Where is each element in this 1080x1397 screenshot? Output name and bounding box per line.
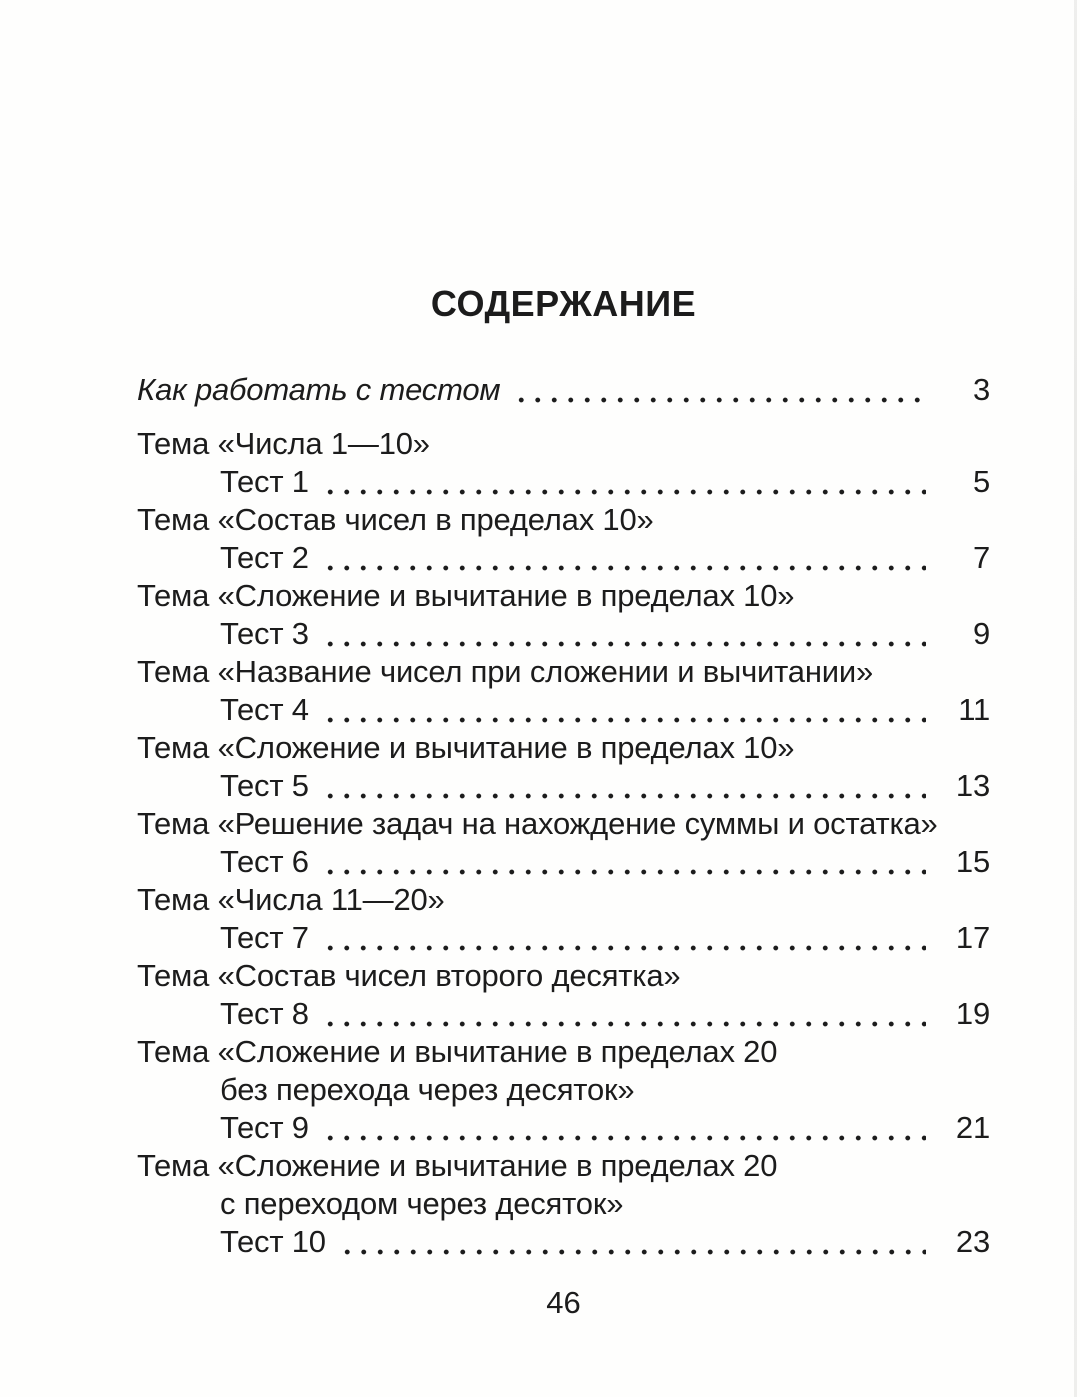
toc-entry-label: Тема «Сложение и вычитание в пределах 20 (137, 1148, 778, 1183)
dot-leader (322, 1109, 926, 1147)
toc-entry-label: Тест 4 (220, 692, 309, 727)
toc-entry-label: Тест 7 (220, 920, 309, 955)
toc-entry-label: Тест 9 (220, 1110, 309, 1145)
dot-leader (322, 691, 926, 729)
toc-page-number: 21 (955, 1110, 990, 1145)
toc-entry-label: Тема «Числа 1—10» (137, 426, 430, 461)
toc-entry-label: Тест 10 (220, 1224, 326, 1259)
toc-entry-label: Тема «Состав чисел в пределах 10» (137, 502, 654, 537)
page-edge-shadow (1074, 0, 1077, 1397)
toc-entry-theme (137, 957, 990, 995)
dot-leader (322, 843, 926, 881)
toc-entry-label: с переходом через десяток» (220, 1186, 624, 1221)
toc-page-number: 7 (972, 540, 990, 575)
toc-content (137, 283, 990, 1322)
toc-entry-test (137, 539, 990, 577)
toc (137, 371, 990, 1261)
toc-entry-label: Тема «Числа 11—20» (137, 882, 445, 917)
toc-entry-intro (137, 371, 990, 409)
toc-entry-label: Тест 3 (220, 616, 309, 651)
toc-page-number: 13 (955, 768, 990, 803)
toc-page-number: 11 (958, 692, 990, 727)
toc-page-number: 3 (972, 372, 990, 407)
toc-entry-theme (137, 577, 990, 615)
toc-entry-test (137, 843, 990, 881)
dot-leader (339, 1223, 926, 1261)
toc-entry-theme (137, 425, 990, 463)
toc-entry-theme (137, 881, 990, 919)
toc-entry-test (137, 1109, 990, 1147)
toc-entry-test (137, 919, 990, 957)
toc-entry-theme (137, 1071, 990, 1109)
toc-page-number: 19 (955, 996, 990, 1031)
toc-entry-theme (137, 729, 990, 767)
toc-entry-label: Тема «Состав чисел второго десятка» (137, 958, 681, 993)
dot-leader (322, 539, 926, 577)
toc-entry-test (137, 615, 990, 653)
dot-leader (322, 919, 926, 957)
toc-entry-theme (137, 1033, 990, 1071)
dot-leader (322, 615, 926, 653)
page-title: СОДЕРЖАНИЕ (430, 283, 697, 324)
toc-entry-test (137, 1223, 990, 1261)
toc-entry-theme (137, 653, 990, 691)
toc-entry-test (137, 767, 990, 805)
toc-entry-label: Тема «Сложение и вычитание в пределах 20 (137, 1034, 778, 1069)
toc-entry-label: Тест 2 (220, 540, 309, 575)
toc-entry-label: Тема «Сложение и вычитание в пределах 10» (137, 578, 795, 613)
toc-entry-label: Тест 1 (220, 464, 309, 499)
toc-entry-label: Тест 5 (220, 768, 309, 803)
toc-page-number: 23 (955, 1224, 990, 1259)
toc-page-number: 17 (955, 920, 990, 955)
toc-entry-theme (137, 1147, 990, 1185)
toc-entry-label: Тема «Название чисел при сложении и вычитании» (137, 654, 874, 689)
toc-entry-label: Тест 8 (220, 996, 309, 1031)
dot-leader (322, 767, 926, 805)
toc-entry-label: Тема «Сложение и вычитание в пределах 10» (137, 730, 795, 765)
toc-entry-label: Тест 6 (220, 844, 309, 879)
toc-entry-label: Тема «Решение задач на нахождение суммы и остатка» (137, 806, 938, 841)
dot-leader (513, 371, 926, 409)
toc-entry-test (137, 995, 990, 1033)
dot-leader (322, 463, 926, 501)
dot-leader (322, 995, 926, 1033)
toc-entry-theme (137, 805, 990, 843)
page-folio: 46 (546, 1285, 581, 1320)
toc-entry-test (137, 691, 990, 729)
toc-entry-theme (137, 1185, 990, 1223)
toc-page-number: 15 (955, 844, 990, 879)
toc-entry-label: Как работать с тестом (137, 372, 501, 407)
toc-page-number: 9 (972, 616, 990, 651)
toc-page-number: 5 (972, 464, 990, 499)
toc-entry-test (137, 463, 990, 501)
toc-entry-theme (137, 501, 990, 539)
toc-entry-label: без перехода через десяток» (220, 1072, 635, 1107)
